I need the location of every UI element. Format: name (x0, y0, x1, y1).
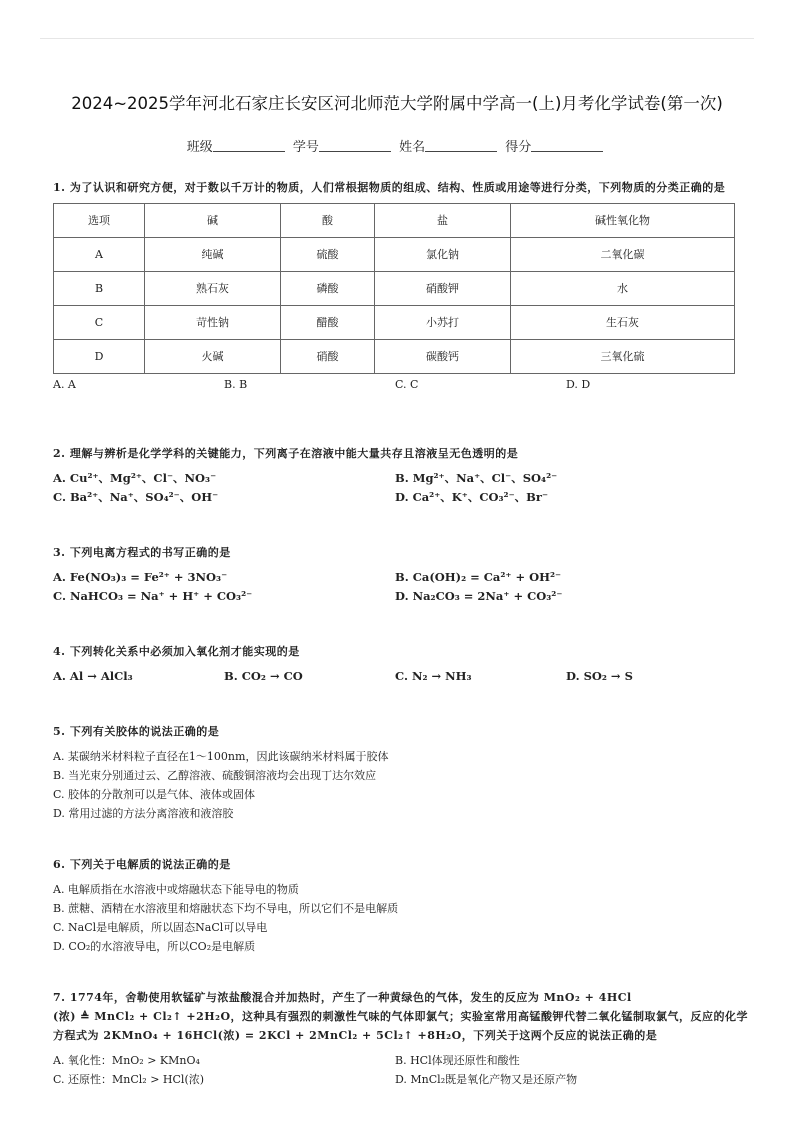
table-row (54, 306, 735, 340)
question-5 (53, 722, 753, 823)
table-header: 选项 (54, 204, 145, 238)
table-cell: 水 (511, 272, 735, 306)
table-row (54, 238, 735, 272)
option-c[interactable]: C. 还原性：MnCl₂ > HCl(浓) (53, 1073, 205, 1086)
table-header-row (54, 204, 735, 238)
table-cell: 小苏打 (375, 306, 511, 340)
question-stem-line-1: 7. 1774年，舍勒使用软锰矿与浓盐酸混合并加热时，产生了一种黄绿色的气体，发生的反应为 MnO₂ + 4HCl (53, 991, 632, 1004)
question-4 (53, 642, 753, 686)
score-label: 得分 (505, 140, 532, 155)
option-d[interactable]: D. Ca²⁺、K⁺、CO₃²⁻、Br⁻ (395, 490, 549, 504)
option-c[interactable]: C. NaCl是电解质，所以固态NaCl可以导电 (53, 921, 268, 934)
question-7 (53, 988, 753, 1089)
table-cell: 磷酸 (281, 272, 375, 306)
table-cell: 二氧化碳 (511, 238, 735, 272)
option-d[interactable]: D. D (566, 378, 591, 391)
answer-options (53, 747, 753, 823)
answer-options (53, 375, 753, 394)
table-cell: 硝酸钾 (375, 272, 511, 306)
class-label: 班级 (186, 140, 213, 155)
option-c[interactable]: C. NaHCO₃ = Na⁺ + H⁺ + CO₃²⁻ (53, 589, 253, 603)
answer-options (53, 587, 753, 606)
table-cell: C (54, 306, 145, 340)
option-a[interactable]: A. 氧化性：MnO₂ > KMnO₄ (53, 1054, 200, 1067)
option-a[interactable]: A. Fe(NO₃)₃ = Fe²⁺ + 3NO₃⁻ (53, 570, 228, 584)
table-row (54, 340, 735, 374)
answer-options (53, 667, 753, 686)
option-b[interactable]: B. HCl体现还原性和酸性 (395, 1054, 520, 1067)
table-header: 碱性氧化物 (511, 204, 735, 238)
answer-options (53, 469, 753, 488)
question-stem: 1. 为了认识和研究方便，对于数以千万计的物质，人们常根据物质的组成、结构、性质或用途等进行分类，下列物质的分类正确的是 (53, 181, 726, 194)
question-6 (53, 855, 753, 956)
question-stem: 3. 下列电离方程式的书写正确的是 (53, 546, 231, 559)
table-cell: B (54, 272, 145, 306)
table-cell: 苛性钠 (145, 306, 281, 340)
option-b[interactable]: B. 当光束分别通过云、乙醇溶液、硫酸铜溶液均会出现丁达尔效应 (53, 769, 377, 782)
question-1 (53, 178, 753, 394)
table-cell: 硝酸 (281, 340, 375, 374)
table-cell: 醋酸 (281, 306, 375, 340)
table-cell: 纯碱 (145, 238, 281, 272)
option-d[interactable]: D. MnCl₂既是氧化产物又是还原产物 (395, 1073, 578, 1086)
table-cell: A (54, 238, 145, 272)
question-stem: 2. 理解与辨析是化学学科的关键能力，下列离子在溶液中能大量共存且溶液呈无色透明的是 (53, 447, 519, 460)
answer-options (53, 880, 753, 956)
option-b[interactable]: B. B (224, 378, 248, 391)
class-blank[interactable] (213, 139, 285, 152)
option-d[interactable]: D. Na₂CO₃ = 2Na⁺ + CO₃²⁻ (395, 589, 563, 603)
table-header: 酸 (281, 204, 375, 238)
option-b[interactable]: B. Ca(OH)₂ = Ca²⁺ + OH²⁻ (395, 570, 562, 584)
table-cell: D (54, 340, 145, 374)
number-blank[interactable] (319, 139, 391, 152)
option-c[interactable]: C. 胶体的分散剂可以是气体、液体或固体 (53, 788, 256, 801)
table-cell: 熟石灰 (145, 272, 281, 306)
option-b[interactable]: B. Mg²⁺、Na⁺、Cl⁻、SO₄²⁻ (395, 471, 558, 485)
answer-options (53, 488, 753, 507)
option-c[interactable]: C. N₂ → NH₃ (395, 669, 472, 683)
score-blank[interactable] (531, 139, 603, 152)
option-b[interactable]: B. 蔗糖、酒精在水溶液里和熔融状态下均不导电，所以它们不是电解质 (53, 902, 399, 915)
option-a[interactable]: A. Al → AlCl₃ (53, 669, 133, 683)
table-cell: 碳酸钙 (375, 340, 511, 374)
top-rule (40, 38, 754, 39)
number-label: 学号 (292, 140, 319, 155)
question-stem: 5. 下列有关胶体的说法正确的是 (53, 725, 220, 738)
option-a[interactable]: A. A (53, 378, 76, 391)
answer-options (53, 568, 753, 587)
name-blank[interactable] (425, 139, 497, 152)
question-stem: 6. 下列关于电解质的说法正确的是 (53, 858, 231, 871)
table-cell: 氯化钠 (375, 238, 511, 272)
table-row (54, 272, 735, 306)
table-header: 碱 (145, 204, 281, 238)
option-a[interactable]: A. 电解质指在水溶液中或熔融状态下能导电的物质 (53, 883, 299, 896)
table-cell: 生石灰 (511, 306, 735, 340)
name-label: 姓名 (399, 140, 426, 155)
classification-table (53, 203, 735, 374)
option-a[interactable]: A. 某碳纳米材料粒子直径在1～100nm，因此该碳纳米材料属于胶体 (53, 750, 389, 763)
page-title: 2024~2025学年河北石家庄长安区河北师范大学附属中学高一(上)月考化学试卷(第一次) (71, 94, 723, 113)
option-a[interactable]: A. Cu²⁺、Mg²⁺、Cl⁻、NO₃⁻ (53, 471, 217, 485)
student-info (0, 136, 794, 155)
option-c[interactable]: C. C (395, 378, 419, 391)
option-d[interactable]: D. CO₂的水溶液导电，所以CO₂是电解质 (53, 940, 256, 953)
question-stem-line-2: (浓) ≜ MnCl₂ + Cl₂↑ +2H₂O，这种具有强烈的刺激性气味的气体即氯气；实验室常用高锰酸钾代替二氧化锰制取氯气，反应的化学方程式为 2KMnO₄ + 16HCl(浓) = 2KCl + 2MnCl₂ + 5Cl₂↑ +8H₂O，下列关于这两个反应的说法正确的是 (53, 1010, 749, 1042)
answer-options (53, 1070, 753, 1089)
option-d[interactable]: D. SO₂ → S (566, 669, 633, 683)
question-2 (53, 444, 753, 507)
table-header: 盐 (375, 204, 511, 238)
question-stem: 4. 下列转化关系中必须加入氧化剂才能实现的是 (53, 645, 300, 658)
table-cell: 火碱 (145, 340, 281, 374)
option-c[interactable]: C. Ba²⁺、Na⁺、SO₄²⁻、OH⁻ (53, 490, 219, 504)
option-d[interactable]: D. 常用过滤的方法分离溶液和液溶胶 (53, 807, 234, 820)
option-b[interactable]: B. CO₂ → CO (224, 669, 303, 683)
table-cell: 硫酸 (281, 238, 375, 272)
question-3 (53, 543, 753, 606)
table-cell: 三氧化硫 (511, 340, 735, 374)
answer-options (53, 1051, 753, 1070)
